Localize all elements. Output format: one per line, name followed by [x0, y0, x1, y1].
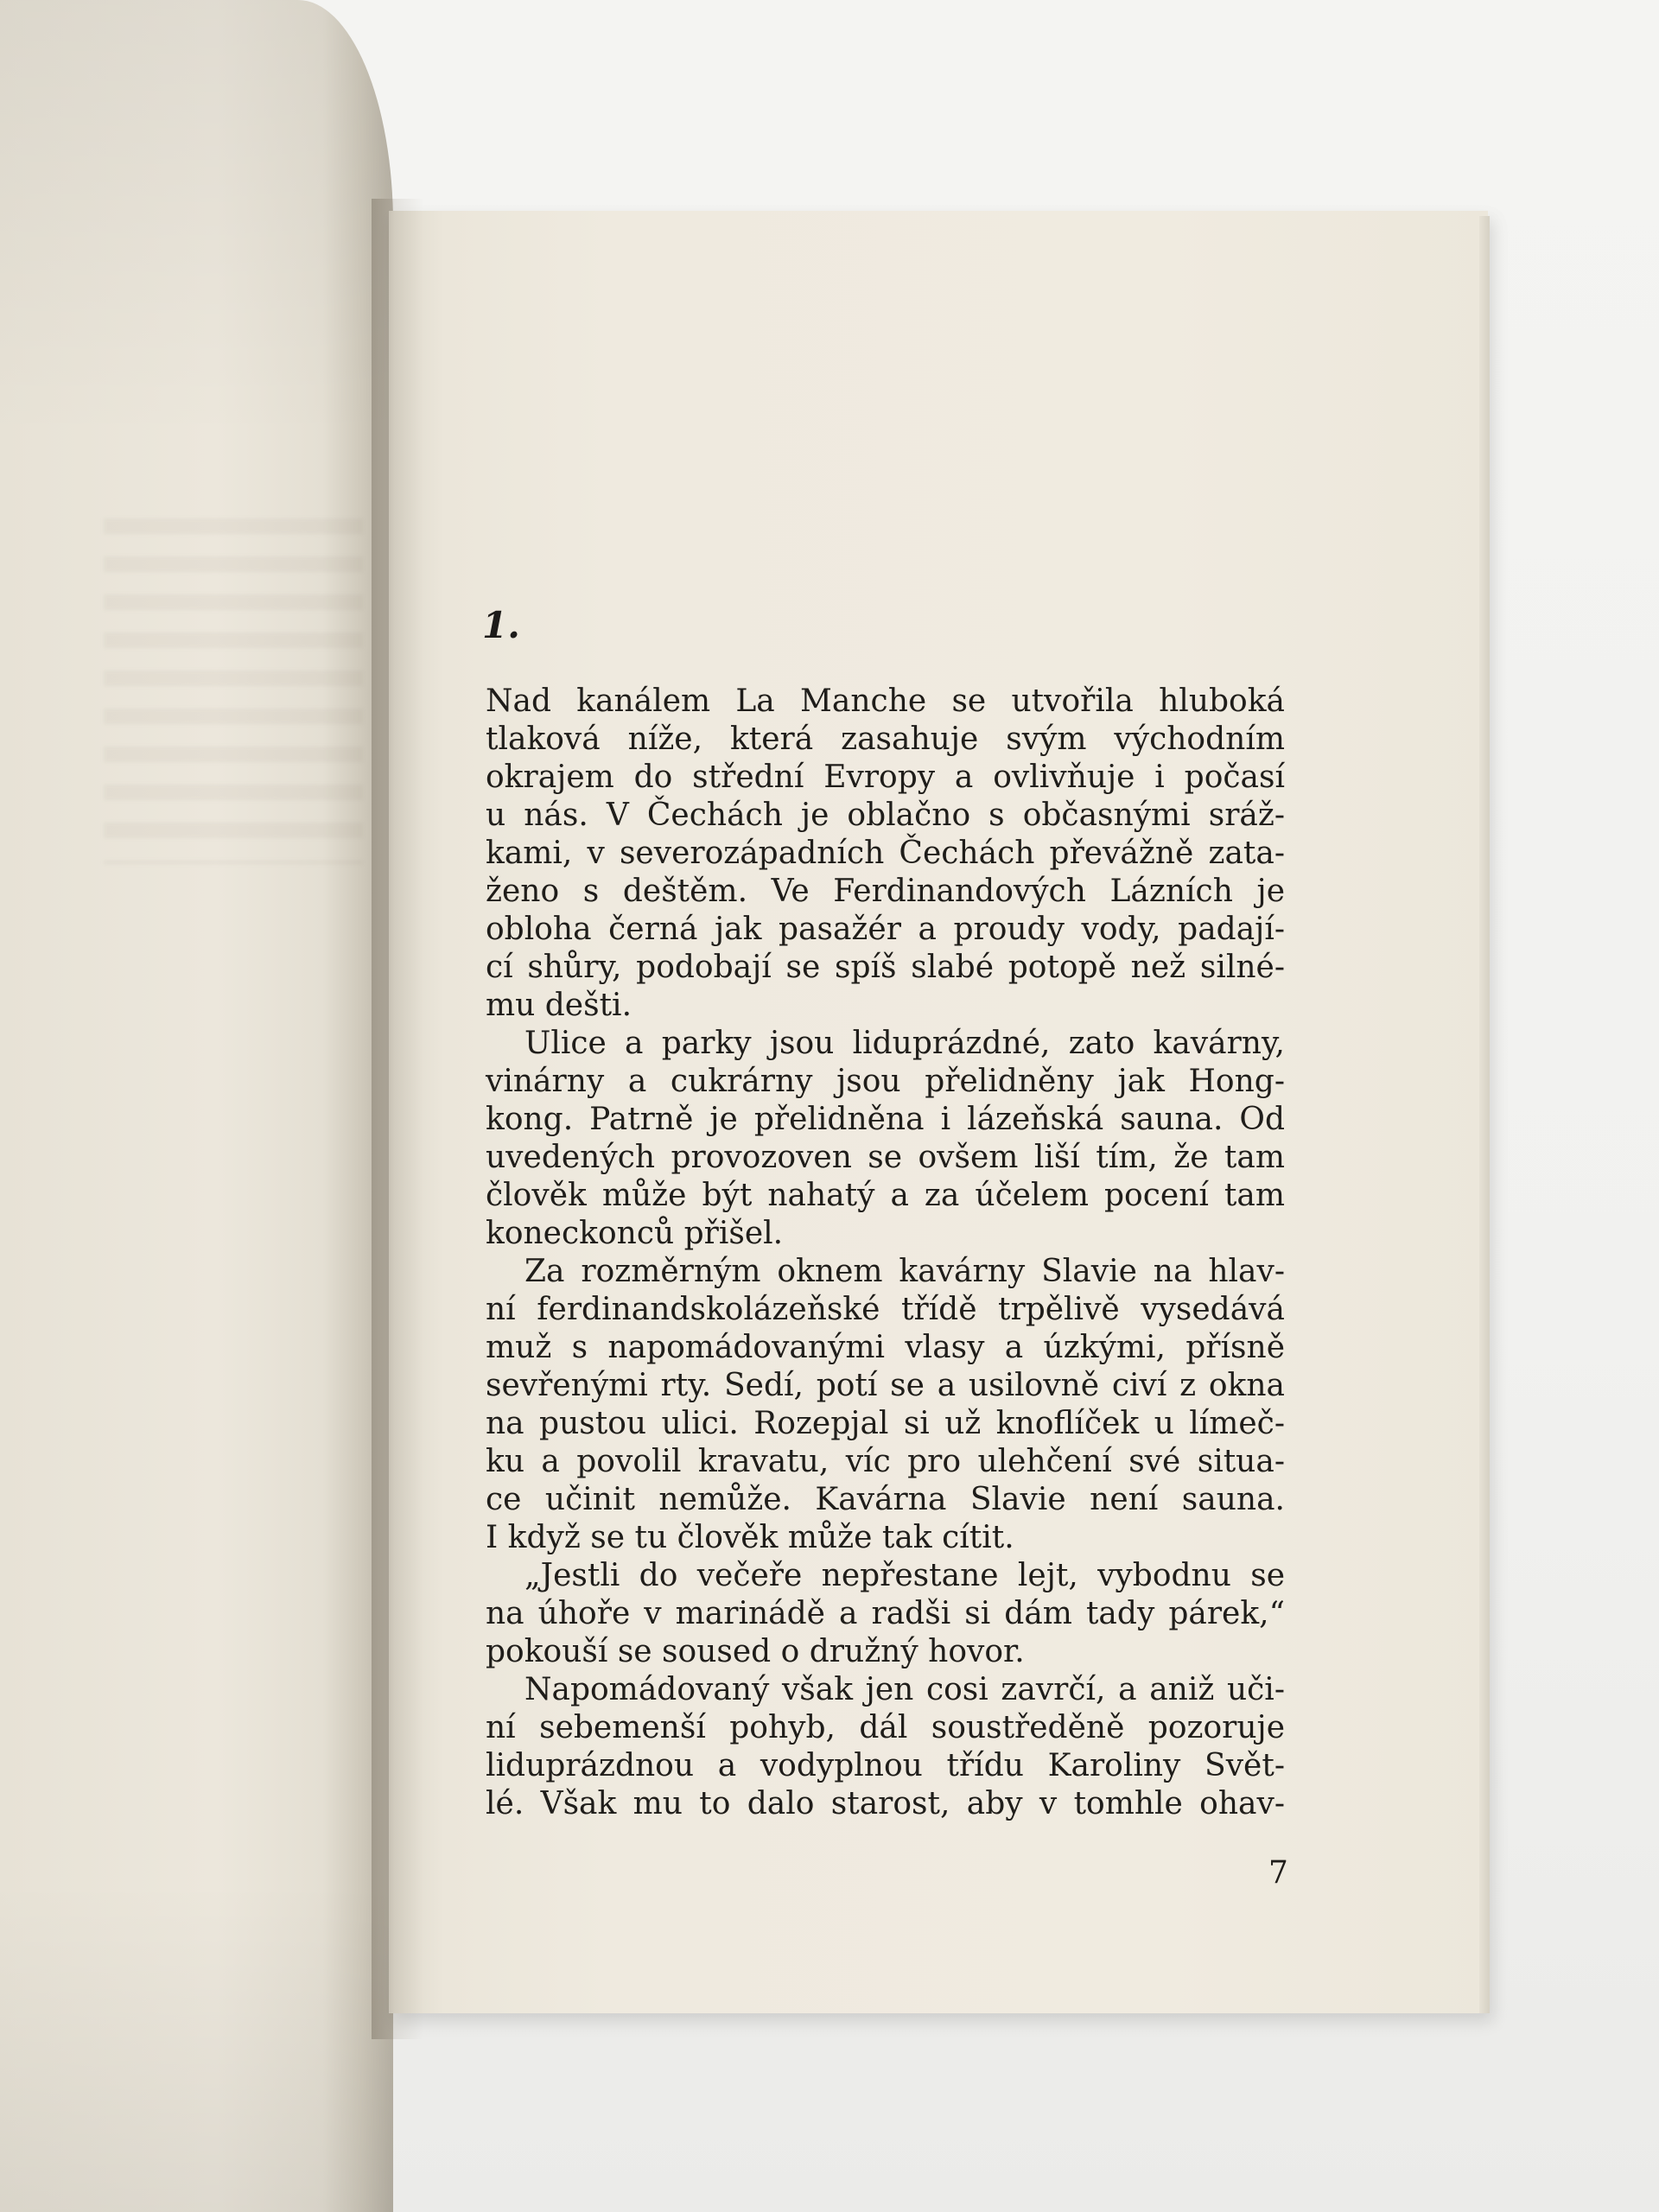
text-line: Nad kanálem La Manche se utvořila hluboká: [486, 683, 1285, 719]
text-line: Napomádovaný však jen cosi zavrčí, a aniž uči-: [524, 1672, 1285, 1707]
text-line: na úhoře v marinádě a radši si dám tady párek,“: [486, 1596, 1285, 1631]
text-line: mu dešti.: [486, 988, 632, 1023]
text-line: sevřenými rty. Sedí, potí se a usilovně civí z okna: [486, 1368, 1285, 1403]
text-line: lé. Však mu to dalo starost, aby v tomhle ohav-: [486, 1786, 1285, 1821]
text-line: obloha černá jak pasažér a proudy vody, padají-: [486, 912, 1285, 947]
text-line: kami, v severozápadních Čechách převážně zata-: [486, 836, 1285, 871]
text-line: „Jestli do večeře nepřestane lejt, vybodnu se: [524, 1558, 1285, 1593]
text-line: cí shůry, podobají se spíš slabé potopě než silné-: [486, 950, 1285, 985]
text-line: tlaková níže, která zasahuje svým východním: [486, 721, 1285, 757]
paragraph: [486, 1671, 1285, 1823]
left-page: [0, 0, 393, 2212]
text-line: ní sebemenší pohyb, dál soustředěně pozoruje: [486, 1710, 1285, 1745]
text-line: pokouší se soused o družný hovor.: [486, 1634, 1025, 1669]
text-line: u nás. V Čechách je oblačno s občasnými sráž-: [486, 798, 1285, 833]
text-line: vinárny a cukrárny jsou přelidněny jak Hong-: [486, 1064, 1285, 1099]
text-line: člověk může být nahatý a za účelem pocení tam: [486, 1178, 1285, 1213]
text-line: uvedených provozoven se ovšem liší tím, že tam: [486, 1140, 1285, 1175]
text-line: Ulice a parky jsou liduprázdné, zato kavárny,: [524, 1026, 1285, 1061]
book-gutter: [372, 199, 423, 2039]
text-line: liduprázdnou a vodyplnou třídu Karoliny Svět-: [486, 1748, 1285, 1783]
text-line: ní ferdinandskolázeňské třídě trpělivě vysedává: [486, 1292, 1285, 1327]
paragraph: [486, 1025, 1285, 1253]
paragraph: [486, 1557, 1285, 1671]
paragraph: [486, 1253, 1285, 1557]
paragraph: [486, 683, 1285, 1025]
text-line: okrajem do střední Evropy a ovlivňuje i počasí: [486, 760, 1285, 795]
text-line: ženo s deštěm. Ve Ferdinandových Lázních je: [486, 874, 1285, 909]
show-through-text: [104, 518, 363, 864]
text-line: na pustou ulici. Rozepjal si už knoflíček u límeč-: [486, 1406, 1285, 1441]
page-edge: [1479, 216, 1490, 2013]
page-number: 7: [1268, 1855, 1288, 1891]
text-line: ku a povolil kravatu, víc pro ulehčení své situa-: [486, 1444, 1285, 1479]
text-line: kong. Patrně je přelidněna i lázeňská sauna. Od: [486, 1102, 1285, 1137]
text-line: koneckonců přišel.: [486, 1216, 784, 1251]
chapter-body-text: [486, 683, 1285, 1823]
text-line: ce učinit nemůže. Kavárna Slavie není sauna.: [486, 1482, 1285, 1517]
text-line: muž s napomádovanými vlasy a úzkými, přísně: [486, 1330, 1285, 1365]
text-line: Za rozměrným oknem kavárny Slavie na hlav-: [524, 1254, 1285, 1289]
chapter-number: 1.: [482, 604, 520, 646]
text-line: I když se tu člověk může tak cítit.: [486, 1520, 1014, 1555]
